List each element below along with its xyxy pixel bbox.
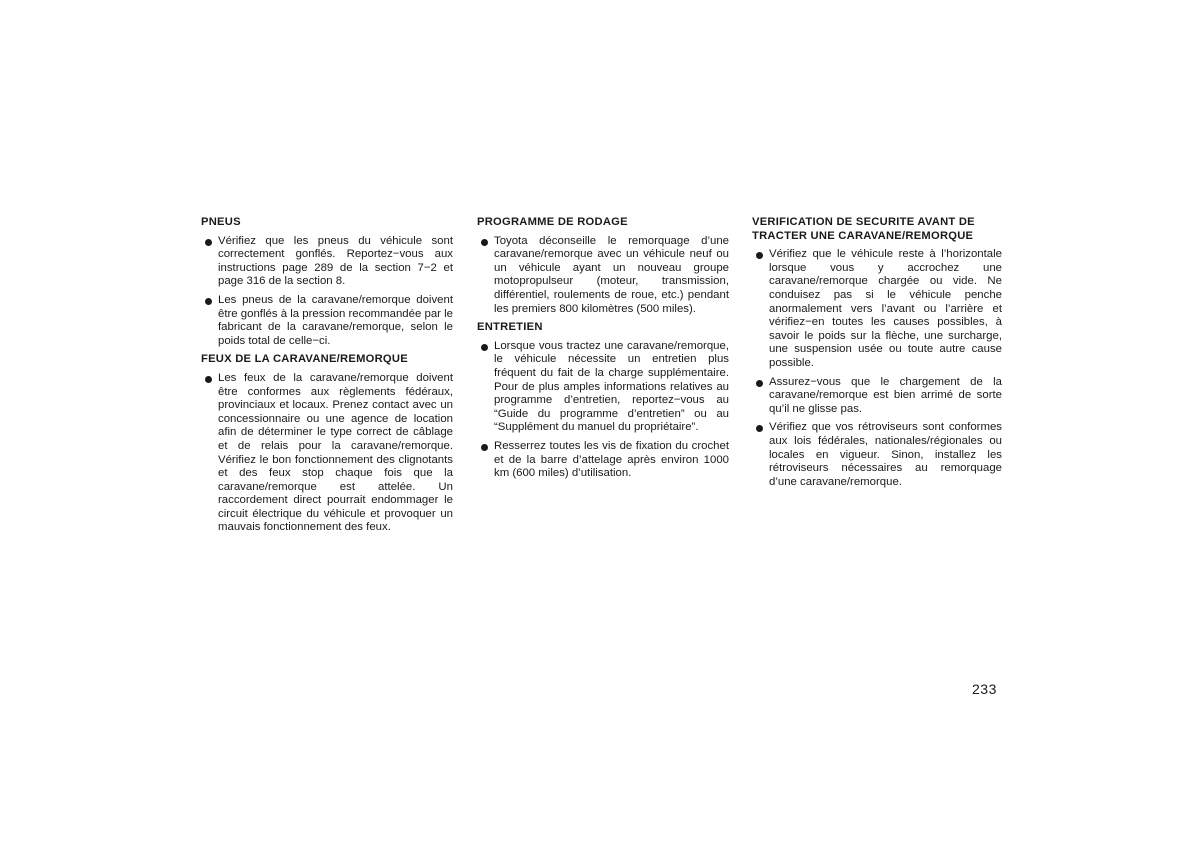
- bullet-icon: [481, 239, 488, 246]
- list-item: Assurez−vous que le chargement de la caravane/remorque est bien arrimé de sorte qu’il ne glisse pas.: [752, 376, 1002, 417]
- bullet-icon: [205, 239, 212, 246]
- column-left: [201, 216, 453, 540]
- list-item: Resserrez toutes les vis de fixation du crochet et de la barre d’attelage après environ 1000 km (600 miles) d’utilisation.: [477, 440, 729, 481]
- bullet-icon: [481, 344, 488, 351]
- bullet-icon: [756, 380, 763, 387]
- list-item: Les pneus de la caravane/remorque doivent être gonflés à la pression recommandée par le fabricant de la caravane/remorque, selon le poids total de celle−ci.: [201, 294, 453, 348]
- bullet-icon: [481, 444, 488, 451]
- section-heading-entretien: ENTRETIEN: [477, 321, 543, 334]
- bullet-icon: [205, 376, 212, 383]
- column-right: [752, 216, 1002, 494]
- section-heading-pneus: PNEUS: [201, 216, 241, 228]
- column-middle: [477, 216, 729, 486]
- list-item: Vérifiez que vos rétroviseurs sont conformes aux lois fédérales, nationales/régionales ou locales en vigueur. Sinon, installez les rétroviseurs nécessaires au remorquage d’une caravane/remorque.: [752, 421, 1002, 489]
- list-item: Vérifiez que les pneus du véhicule sont correctement gonflés. Reportez−vous aux instructions page 289 de la section 7−2 et page 316 de la section 8.: [201, 235, 453, 289]
- bullet-icon: [756, 425, 763, 432]
- section-heading-rodage: PROGRAMME DE RODAGE: [477, 216, 628, 228]
- list-item: Vérifiez que le véhicule reste à l’horizontale lorsque vous y accrochez une caravane/remorque chargée ou vide. Ne conduisez pas si le véhicule penche anormalement vers l’avant ou l’arrière et vérifiez−en toutes les causes possibles, à savoir le poids sur la flèche, une surcharge, une suspension usée ou toute autre cause possible.: [752, 248, 1002, 370]
- section-heading-verification: VERIFICATION DE SECURITE AVANT DE TRACTER UNE CARAVANE/REMORQUE: [752, 216, 975, 242]
- list-item: Les feux de la caravane/remorque doivent être conformes aux règlements fédéraux, provinciaux et locaux. Prenez contact avec un concessionnaire ou une agence de location afin de déterminer le type correct de câblage et de relais pour la caravane/remorque. Vérifiez le bon fonctionnement des clignotants et des feux stop chaque fois que la caravane/remorque est attelée. Un raccordement direct pourrait endommager le circuit électrique du véhicule et provoquer un mauvais fonctionnement des feux.: [201, 372, 453, 535]
- section-heading-feux: FEUX DE LA CARAVANE/REMORQUE: [201, 353, 408, 366]
- list-item: Lorsque vous tractez une caravane/remorque, le véhicule nécessite un entretien plus fréquent du fait de la charge supplémentaire. Pour de plus amples informations relatives au programme d’entretien, reportez−vous au “Guide du programme d’entretien” ou au “Supplément du manuel du propriétaire”.: [477, 340, 729, 435]
- bullet-icon: [205, 298, 212, 305]
- page-number: 233: [972, 681, 997, 697]
- list-item: Toyota déconseille le remorquage d’une caravane/remorque avec un véhicule neuf ou un véhicule ayant un nouveau groupe motopropulseur (moteur, transmission, différentiel, roulements de roue, etc.) pendant les premiers 800 kilomètres (500 miles).: [477, 235, 729, 317]
- bullet-icon: [756, 252, 763, 259]
